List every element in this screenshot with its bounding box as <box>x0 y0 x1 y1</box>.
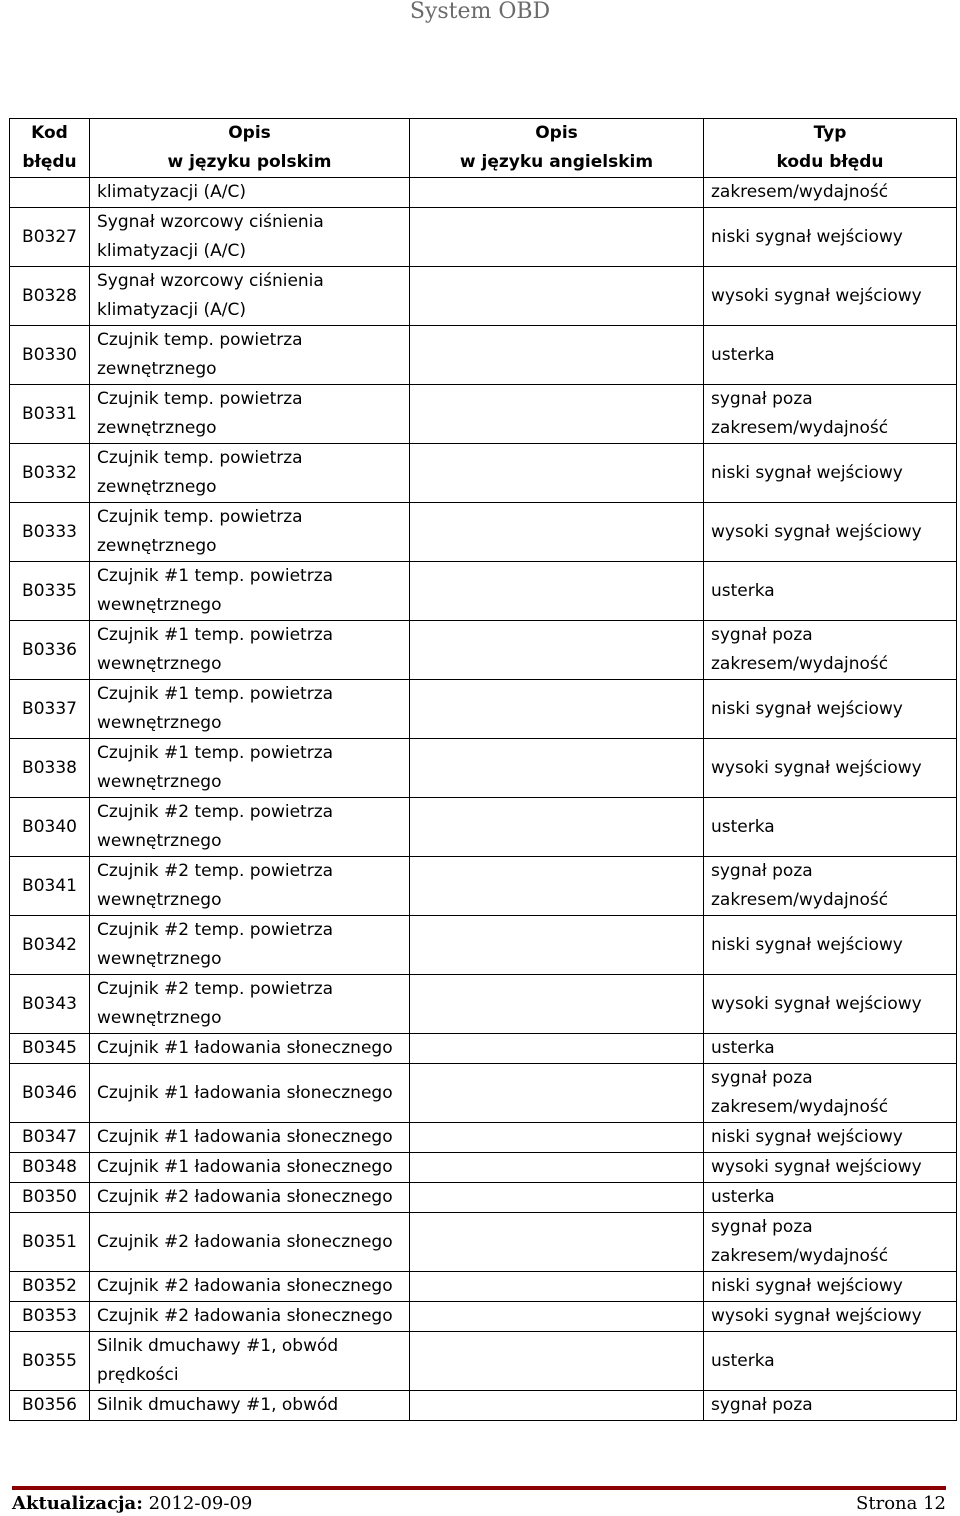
header-code: Kod błędu <box>10 119 90 178</box>
cell-error-type <box>704 1064 957 1123</box>
error-type-line: zakresem/wydajność <box>711 1097 889 1117</box>
description-pl-line: Czujnik temp. powietrza <box>97 330 303 350</box>
description-pl-line: Czujnik #1 ładowania słonecznego <box>97 1127 393 1147</box>
error-type-line: niski sygnał wejściowy <box>711 1127 903 1147</box>
cell-error-type <box>704 208 957 267</box>
cell-description-en <box>410 1213 704 1272</box>
cell-error-type <box>704 1123 957 1153</box>
table-row <box>10 503 957 562</box>
cell-error-type <box>704 1153 957 1183</box>
error-type-line: niski sygnał wejściowy <box>711 226 903 247</box>
cell-error-type <box>704 444 957 503</box>
cell-description-pl <box>90 444 410 503</box>
error-type-line: sygnał poza <box>711 389 813 409</box>
cell-error-type <box>704 739 957 798</box>
cell-description-en <box>410 503 704 562</box>
cell-description-pl <box>90 975 410 1034</box>
error-type-line: wysoki sygnał wejściowy <box>711 1157 922 1177</box>
cell-code: B0346 <box>10 1064 90 1123</box>
description-pl-line: Czujnik #1 ładowania słonecznego <box>97 1038 393 1058</box>
cell-description-en <box>410 385 704 444</box>
description-pl-line: klimatyzacji (A/C) <box>97 182 247 202</box>
table-row <box>10 857 957 916</box>
cell-description-pl <box>90 208 410 267</box>
cell-description-pl <box>90 1034 410 1064</box>
error-type-line: usterka <box>711 1038 775 1058</box>
cell-description-en <box>410 1153 704 1183</box>
cell-description-pl <box>90 857 410 916</box>
table-row <box>10 444 957 503</box>
cell-description-en <box>410 1391 704 1421</box>
description-pl-line: Sygnał wzorcowy ciśnienia <box>97 271 324 291</box>
cell-description-pl <box>90 385 410 444</box>
description-pl-line: wewnętrznego <box>97 890 222 910</box>
description-pl-line: Czujnik temp. powietrza <box>97 448 303 468</box>
description-pl-line: Czujnik #2 temp. powietrza <box>97 861 334 881</box>
table-header-row <box>10 119 957 178</box>
cell-description-en <box>410 798 704 857</box>
description-pl-line: zewnętrznego <box>97 536 217 556</box>
cell-description-en <box>410 1034 704 1064</box>
cell-code: B0338 <box>10 739 90 798</box>
error-type-line: sygnał poza <box>711 1068 813 1088</box>
description-pl-line: wewnętrznego <box>97 595 222 615</box>
error-type-line: zakresem/wydajność <box>711 654 889 674</box>
cell-error-type <box>704 798 957 857</box>
description-pl-line: Sygnał wzorcowy ciśnienia <box>97 212 324 232</box>
cell-code: B0336 <box>10 621 90 680</box>
table-header <box>10 119 957 178</box>
error-type-line: usterka <box>711 580 775 601</box>
cell-code: B0351 <box>10 1213 90 1272</box>
cell-code: B0335 <box>10 562 90 621</box>
error-type-line: sygnał poza <box>711 1395 813 1415</box>
table-row <box>10 1272 957 1302</box>
table-row <box>10 798 957 857</box>
cell-description-en <box>410 621 704 680</box>
description-pl-line: Czujnik #2 temp. powietrza <box>97 979 334 999</box>
table-row <box>10 385 957 444</box>
page-header <box>0 0 960 26</box>
cell-description-en <box>410 444 704 503</box>
cell-error-type <box>704 680 957 739</box>
table-row <box>10 621 957 680</box>
header-description-en: Opis w języku angielskim <box>410 119 704 178</box>
cell-description-en <box>410 1302 704 1332</box>
description-pl-line: Silnik dmuchawy #1, obwód <box>97 1395 339 1415</box>
table-row <box>10 1034 957 1064</box>
error-type-line: sygnał poza <box>711 625 813 645</box>
cell-code: B0352 <box>10 1272 90 1302</box>
update-label: Aktualizacja: <box>12 1493 143 1514</box>
table-row <box>10 916 957 975</box>
cell-description-pl <box>90 503 410 562</box>
cell-description-pl <box>90 680 410 739</box>
error-type-line: niski sygnał wejściowy <box>711 462 903 483</box>
error-type-line: niski sygnał wejściowy <box>711 1276 903 1296</box>
cell-code: B0341 <box>10 857 90 916</box>
description-pl-line: zewnętrznego <box>97 359 217 379</box>
cell-description-en <box>410 208 704 267</box>
cell-error-type <box>704 621 957 680</box>
cell-error-type <box>704 562 957 621</box>
cell-error-type <box>704 1272 957 1302</box>
document-title: System OBD <box>409 0 551 24</box>
table-row <box>10 739 957 798</box>
cell-code <box>10 178 90 208</box>
error-type-line: zakresem/wydajność <box>711 182 889 202</box>
cell-error-type <box>704 1213 957 1272</box>
cell-error-type <box>704 503 957 562</box>
table-row <box>10 208 957 267</box>
error-type-line: sygnał poza <box>711 861 813 881</box>
description-pl-line: wewnętrznego <box>97 772 222 792</box>
cell-description-pl <box>90 1153 410 1183</box>
description-pl-line: Czujnik #1 temp. powietrza <box>97 684 334 704</box>
cell-error-type <box>704 385 957 444</box>
cell-code: B0353 <box>10 1302 90 1332</box>
error-type-line: niski sygnał wejściowy <box>711 934 903 955</box>
description-pl-line: Czujnik #2 temp. powietrza <box>97 802 334 822</box>
table-row <box>10 680 957 739</box>
cell-code: B0327 <box>10 208 90 267</box>
description-pl-line: wewnętrznego <box>97 713 222 733</box>
description-pl-line: klimatyzacji (A/C) <box>97 300 247 320</box>
error-type-line: wysoki sygnał wejściowy <box>711 1306 922 1326</box>
table-row <box>10 1302 957 1332</box>
cell-description-pl <box>90 1183 410 1213</box>
cell-description-en <box>410 1123 704 1153</box>
cell-description-en <box>410 1064 704 1123</box>
error-type-line: wysoki sygnał wejściowy <box>711 285 922 306</box>
description-pl-line: Czujnik #1 temp. powietrza <box>97 625 334 645</box>
description-pl-line: wewnętrznego <box>97 949 222 969</box>
error-type-line: wysoki sygnał wejściowy <box>711 757 922 778</box>
description-pl-line: Czujnik #2 temp. powietrza <box>97 920 334 940</box>
cell-error-type <box>704 326 957 385</box>
error-type-line: wysoki sygnał wejściowy <box>711 521 922 542</box>
cell-description-en <box>410 326 704 385</box>
cell-code: B0328 <box>10 267 90 326</box>
cell-description-pl <box>90 1272 410 1302</box>
table-row <box>10 975 957 1034</box>
cell-error-type <box>704 975 957 1034</box>
cell-description-pl <box>90 916 410 975</box>
description-pl-line: Czujnik #2 ładowania słonecznego <box>97 1306 393 1326</box>
cell-code: B0345 <box>10 1034 90 1064</box>
cell-description-pl <box>90 267 410 326</box>
cell-description-en <box>410 975 704 1034</box>
description-pl-line: Czujnik #2 ładowania słonecznego <box>97 1187 393 1207</box>
cell-description-pl <box>90 1213 410 1272</box>
cell-error-type <box>704 1391 957 1421</box>
cell-code: B0340 <box>10 798 90 857</box>
footer-update <box>12 1492 252 1516</box>
cell-error-type <box>704 178 957 208</box>
cell-description-en <box>410 857 704 916</box>
error-type-line: niski sygnał wejściowy <box>711 698 903 719</box>
cell-description-en <box>410 1332 704 1391</box>
cell-code: B0356 <box>10 1391 90 1421</box>
cell-error-type <box>704 1332 957 1391</box>
cell-code: B0350 <box>10 1183 90 1213</box>
table-row <box>10 178 957 208</box>
update-date: 2012-09-09 <box>148 1493 253 1514</box>
description-pl-line: klimatyzacji (A/C) <box>97 241 247 261</box>
cell-description-pl <box>90 1391 410 1421</box>
cell-code: B0355 <box>10 1332 90 1391</box>
cell-code: B0348 <box>10 1153 90 1183</box>
cell-error-type <box>704 1302 957 1332</box>
description-pl-line: Czujnik #1 ładowania słonecznego <box>97 1157 393 1177</box>
cell-description-pl <box>90 178 410 208</box>
description-pl-line: Silnik dmuchawy #1, obwód <box>97 1336 339 1356</box>
description-pl-line: Czujnik #2 ładowania słonecznego <box>97 1276 393 1296</box>
cell-description-en <box>410 178 704 208</box>
table-row <box>10 1153 957 1183</box>
description-pl-line: wewnętrznego <box>97 654 222 674</box>
table-row <box>10 1213 957 1272</box>
table-row <box>10 1123 957 1153</box>
cell-description-en <box>410 916 704 975</box>
cell-description-en <box>410 739 704 798</box>
cell-code: B0343 <box>10 975 90 1034</box>
obd-codes-table-container <box>9 118 956 1421</box>
cell-description-en <box>410 267 704 326</box>
cell-code: B0333 <box>10 503 90 562</box>
error-type-line: zakresem/wydajność <box>711 1246 889 1266</box>
cell-code: B0332 <box>10 444 90 503</box>
table-row <box>10 326 957 385</box>
description-pl-line: Czujnik #2 ładowania słonecznego <box>97 1231 393 1252</box>
cell-code: B0330 <box>10 326 90 385</box>
description-pl-line: zewnętrznego <box>97 477 217 497</box>
error-type-line: usterka <box>711 1350 775 1371</box>
page-number: Strona 12 <box>856 1493 946 1514</box>
description-pl-line: wewnętrznego <box>97 1008 222 1028</box>
cell-description-pl <box>90 739 410 798</box>
cell-description-pl <box>90 1302 410 1332</box>
cell-description-pl <box>90 1123 410 1153</box>
table-row <box>10 562 957 621</box>
cell-description-pl <box>90 1064 410 1123</box>
cell-description-en <box>410 1183 704 1213</box>
description-pl-line: prędkości <box>97 1365 179 1385</box>
table-row <box>10 1064 957 1123</box>
cell-error-type <box>704 267 957 326</box>
description-pl-line: Czujnik temp. powietrza <box>97 389 303 409</box>
cell-code: B0347 <box>10 1123 90 1153</box>
cell-description-en <box>410 680 704 739</box>
cell-description-pl <box>90 798 410 857</box>
cell-error-type <box>704 1034 957 1064</box>
error-type-line: zakresem/wydajność <box>711 418 889 438</box>
header-error-type: Typ kodu błędu <box>704 119 957 178</box>
description-pl-line: Czujnik temp. powietrza <box>97 507 303 527</box>
error-type-line: sygnał poza <box>711 1217 813 1237</box>
description-pl-line: wewnętrznego <box>97 831 222 851</box>
error-type-line: zakresem/wydajność <box>711 890 889 910</box>
description-pl-line: Czujnik #1 temp. powietrza <box>97 743 334 763</box>
error-type-line: usterka <box>711 344 775 365</box>
obd-codes-table <box>9 118 957 1421</box>
error-type-line: usterka <box>711 1187 775 1207</box>
cell-description-en <box>410 1272 704 1302</box>
description-pl-line: Czujnik #1 temp. powietrza <box>97 566 334 586</box>
description-pl-line: Czujnik #1 ładowania słonecznego <box>97 1082 393 1103</box>
cell-description-pl <box>90 326 410 385</box>
cell-error-type <box>704 1183 957 1213</box>
cell-description-en <box>410 562 704 621</box>
header-description-pl: Opis w języku polskim <box>90 119 410 178</box>
cell-error-type <box>704 857 957 916</box>
error-type-line: wysoki sygnał wejściowy <box>711 993 922 1014</box>
table-body <box>10 178 957 1421</box>
error-type-line: usterka <box>711 816 775 837</box>
cell-description-pl <box>90 562 410 621</box>
description-pl-line: zewnętrznego <box>97 418 217 438</box>
cell-code: B0331 <box>10 385 90 444</box>
cell-error-type <box>704 916 957 975</box>
table-row <box>10 1183 957 1213</box>
table-row <box>10 267 957 326</box>
cell-code: B0342 <box>10 916 90 975</box>
table-row <box>10 1332 957 1391</box>
cell-description-pl <box>90 621 410 680</box>
cell-code: B0337 <box>10 680 90 739</box>
table-row <box>10 1391 957 1421</box>
cell-description-pl <box>90 1332 410 1391</box>
